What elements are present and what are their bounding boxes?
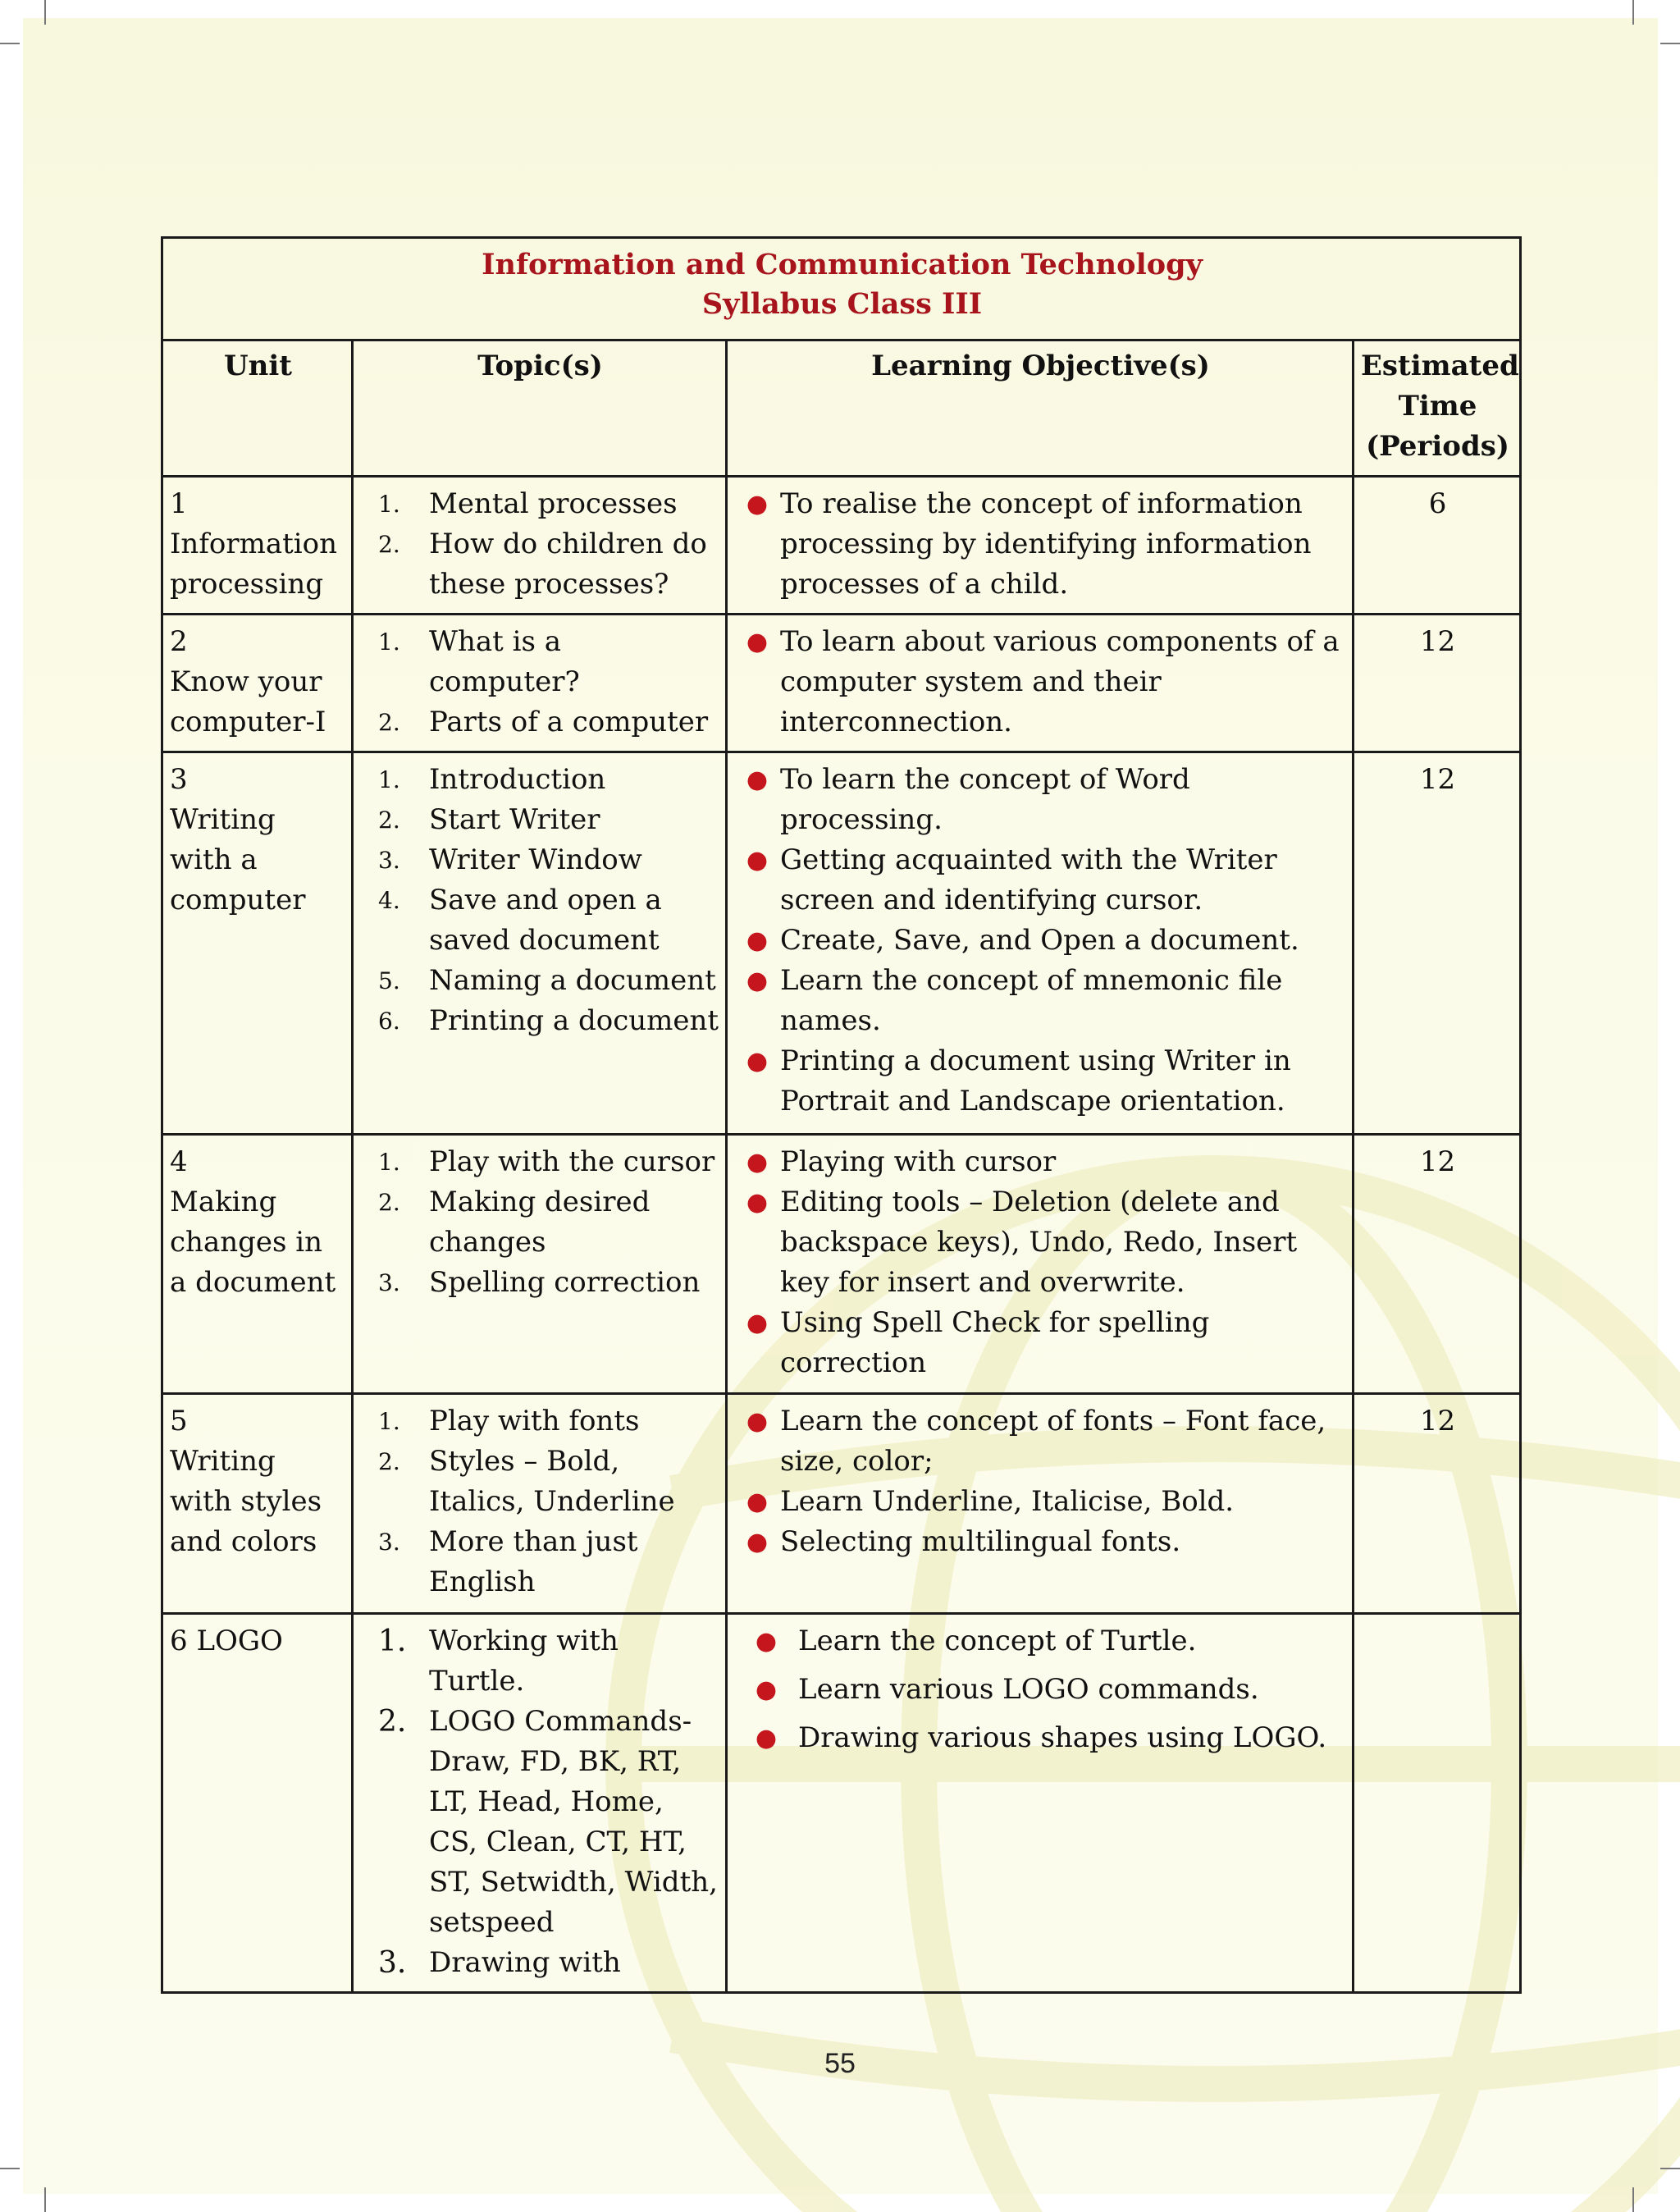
topics-cell [353, 752, 727, 1135]
topic-text: More than just English [429, 1525, 638, 1598]
topic-item [360, 1401, 720, 1442]
page-number: 55 [824, 2048, 856, 2079]
time-cell: 12 [1354, 615, 1521, 752]
header-objectives: Learning Objective(s) [727, 340, 1354, 477]
table-row [162, 615, 1521, 752]
bullet-icon: ● [746, 967, 769, 995]
objective-item [734, 921, 1347, 961]
topic-text: Printing a document [429, 1004, 719, 1037]
topic-item [360, 1522, 720, 1602]
topic-number: 4. [378, 887, 400, 914]
topic-item [360, 1182, 720, 1263]
objective-text: Printing a document using Writer in Portrait and Landscape orientation. [780, 1044, 1291, 1117]
unit-cell [162, 615, 353, 752]
objective-text: Learn the concept of Turtle. [798, 1625, 1197, 1657]
objective-item [734, 1718, 1347, 1758]
topic-item [360, 484, 720, 524]
objective-text: Create, Save, and Open a document. [780, 924, 1299, 957]
bullet-icon: ● [746, 1528, 769, 1556]
objective-item [734, 1522, 1347, 1562]
objective-text: Learn Underline, Italicise, Bold. [780, 1485, 1235, 1518]
unit-cell [162, 1394, 353, 1614]
topic-item [360, 1142, 720, 1182]
topic-number: 1. [378, 1408, 400, 1435]
unit-name: Writing with a computer [170, 803, 306, 916]
bullet-icon: ● [746, 1047, 769, 1076]
topic-number: 2. [378, 1448, 400, 1475]
topic-number: 3. [378, 1529, 400, 1556]
topic-item [360, 1943, 720, 1983]
objective-item [734, 1041, 1347, 1122]
objective-item [734, 1303, 1347, 1383]
crop-mark [1632, 2187, 1634, 2212]
bullet-icon: ● [746, 1309, 769, 1337]
objective-item [734, 1482, 1347, 1522]
topic-number: 3. [378, 1946, 407, 1980]
topic-text: Writer Window [429, 843, 642, 876]
objectives-cell [727, 1614, 1354, 1993]
topic-item [360, 1001, 720, 1041]
topic-text: Drawing with [429, 1946, 621, 1979]
topic-text: Naming a document [429, 964, 716, 997]
unit-name: Know your computer-I [170, 665, 326, 738]
objectives-cell [727, 1135, 1354, 1394]
crop-mark [1660, 43, 1680, 44]
objective-text: Editing tools – Deletion (delete and backspace keys), Undo, Redo, Insert key for insert and overwrite. [780, 1186, 1298, 1299]
unit-number: 5 [170, 1405, 188, 1437]
objective-item [734, 1182, 1347, 1303]
objective-text: Learn various LOGO commands. [798, 1673, 1259, 1706]
bullet-icon: ● [746, 490, 769, 519]
header-row [162, 340, 1521, 477]
objective-text: To learn about various components of a computer system and their interconnection. [780, 625, 1340, 738]
topic-item [360, 1621, 720, 1702]
topic-text: Save and open a saved document [429, 884, 662, 957]
header-topics: Topic(s) [353, 340, 727, 477]
topic-text: Start Writer [429, 803, 600, 836]
objectives-cell [727, 477, 1354, 615]
title-line-2: Syllabus Class III [701, 287, 983, 321]
topic-item [360, 800, 720, 840]
topic-text: Spelling correction [429, 1266, 701, 1299]
topic-text: Working with Turtle. [429, 1625, 619, 1698]
topic-number: 3. [378, 1269, 400, 1296]
topic-number: 1. [378, 766, 400, 793]
time-cell: 12 [1354, 1394, 1521, 1614]
crop-mark [1632, 0, 1634, 25]
objective-item [734, 961, 1347, 1041]
unit-number: 2 [170, 625, 188, 658]
topic-item [360, 880, 720, 961]
bullet-icon: ● [746, 1188, 769, 1217]
objective-text: To realise the concept of information processing by identifying information processes of a child. [780, 487, 1312, 601]
topic-text: Making desired changes [429, 1186, 651, 1259]
topic-number: 1. [378, 628, 400, 656]
table-row [162, 1614, 1521, 1993]
objective-item [734, 484, 1347, 605]
objective-text: Selecting multilingual fonts. [780, 1525, 1181, 1558]
topic-number: 5. [378, 967, 400, 994]
syllabus-table [161, 236, 1522, 1994]
objective-item [734, 622, 1347, 743]
unit-cell [162, 477, 353, 615]
unit-name: Information processing [170, 528, 338, 601]
table-row [162, 752, 1521, 1135]
objective-item [734, 1621, 1347, 1661]
topic-item [360, 524, 720, 605]
topics-cell [353, 1394, 727, 1614]
objectives-cell [727, 1394, 1354, 1614]
topic-number: 1. [378, 1149, 400, 1176]
objectives-cell [727, 752, 1354, 1135]
objective-text: Learn the concept of mnemonic file names. [780, 964, 1283, 1037]
topics-cell [353, 615, 727, 752]
unit-number: 4 [170, 1145, 188, 1178]
time-cell: 6 [1354, 477, 1521, 615]
objective-item [734, 840, 1347, 921]
unit-number: 3 [170, 763, 188, 796]
objective-text: Getting acquainted with the Writer screen and identifying cursor. [780, 843, 1277, 916]
crop-mark [44, 0, 46, 25]
topic-item [360, 1702, 720, 1943]
topic-number: 2. [378, 709, 400, 736]
topic-number: 1. [378, 1625, 407, 1658]
bullet-icon: ● [746, 766, 769, 794]
bullet-icon: ● [746, 628, 769, 656]
objective-item [734, 1142, 1347, 1182]
bullet-icon: ● [755, 1724, 778, 1753]
unit-name: Writing with styles and colors [170, 1445, 322, 1558]
unit-cell [162, 752, 353, 1135]
topic-item [360, 840, 720, 880]
bullet-icon: ● [755, 1675, 778, 1704]
unit-cell [162, 1135, 353, 1394]
bullet-icon: ● [746, 1148, 769, 1177]
objectives-cell [727, 615, 1354, 752]
title-line-1: Information and Communication Technology [482, 248, 1203, 281]
objective-text: Drawing various shapes using LOGO. [798, 1721, 1327, 1754]
objective-text: Playing with cursor [780, 1145, 1057, 1178]
topic-number: 2. [378, 1189, 400, 1216]
unit-number: 1 [170, 487, 188, 520]
topic-text: LOGO Commands- Draw, FD, BK, RT, LT, Head, Home, CS, Clean, CT, HT, ST, Setwidth, Width, setspeed [429, 1705, 718, 1939]
crop-mark [0, 2168, 20, 2169]
header-time: Estimated Time (Periods) [1354, 340, 1521, 477]
unit-name: Making changes in a document [170, 1186, 336, 1299]
topic-item [360, 1442, 720, 1522]
table-row [162, 477, 1521, 615]
crop-mark [44, 2187, 46, 2212]
topic-item [360, 760, 720, 800]
topic-text: What is a computer? [429, 625, 580, 698]
topics-cell [353, 1614, 727, 1993]
table-title [162, 238, 1521, 340]
topic-number: 3. [378, 847, 400, 874]
objective-text: Learn the concept of fonts – Font face, size, color; [780, 1405, 1326, 1478]
table-row [162, 1394, 1521, 1614]
topic-text: Mental processes [429, 487, 678, 520]
topic-number: 2. [378, 1705, 407, 1739]
topic-text: Parts of a computer [429, 706, 709, 738]
bullet-icon: ● [755, 1627, 778, 1656]
topics-cell [353, 477, 727, 615]
topic-text: Introduction [429, 763, 606, 796]
topic-item [360, 961, 720, 1001]
objective-item [734, 1670, 1347, 1710]
objective-text: Using Spell Check for spelling correction [780, 1306, 1210, 1379]
table-row [162, 1135, 1521, 1394]
topic-text: Play with the cursor [429, 1145, 715, 1178]
topic-item [360, 1263, 720, 1303]
bullet-icon: ● [746, 1407, 769, 1436]
topic-text: Play with fonts [429, 1405, 640, 1437]
topics-cell [353, 1135, 727, 1394]
unit-name: 6 LOGO [170, 1625, 283, 1657]
topic-number: 2. [378, 531, 400, 558]
time-cell: 12 [1354, 1135, 1521, 1394]
header-unit: Unit [162, 340, 353, 477]
time-cell [1354, 1614, 1521, 1993]
time-cell: 12 [1354, 752, 1521, 1135]
objective-item [734, 1401, 1347, 1482]
topic-number: 1. [378, 491, 400, 518]
bullet-icon: ● [746, 846, 769, 875]
bullet-icon: ● [746, 926, 769, 955]
objective-item [734, 760, 1347, 840]
topic-number: 6. [378, 1008, 400, 1035]
topic-text: How do children do these processes? [429, 528, 707, 601]
bullet-icon: ● [746, 1488, 769, 1516]
crop-mark [0, 43, 20, 44]
crop-mark [1660, 2168, 1680, 2169]
unit-cell [162, 1614, 353, 1993]
topic-number: 2. [378, 807, 400, 834]
topic-item [360, 622, 720, 702]
topic-text: Styles – Bold, Italics, Underline [429, 1445, 675, 1518]
objective-text: To learn the concept of Word processing. [780, 763, 1190, 836]
topic-item [360, 702, 720, 743]
